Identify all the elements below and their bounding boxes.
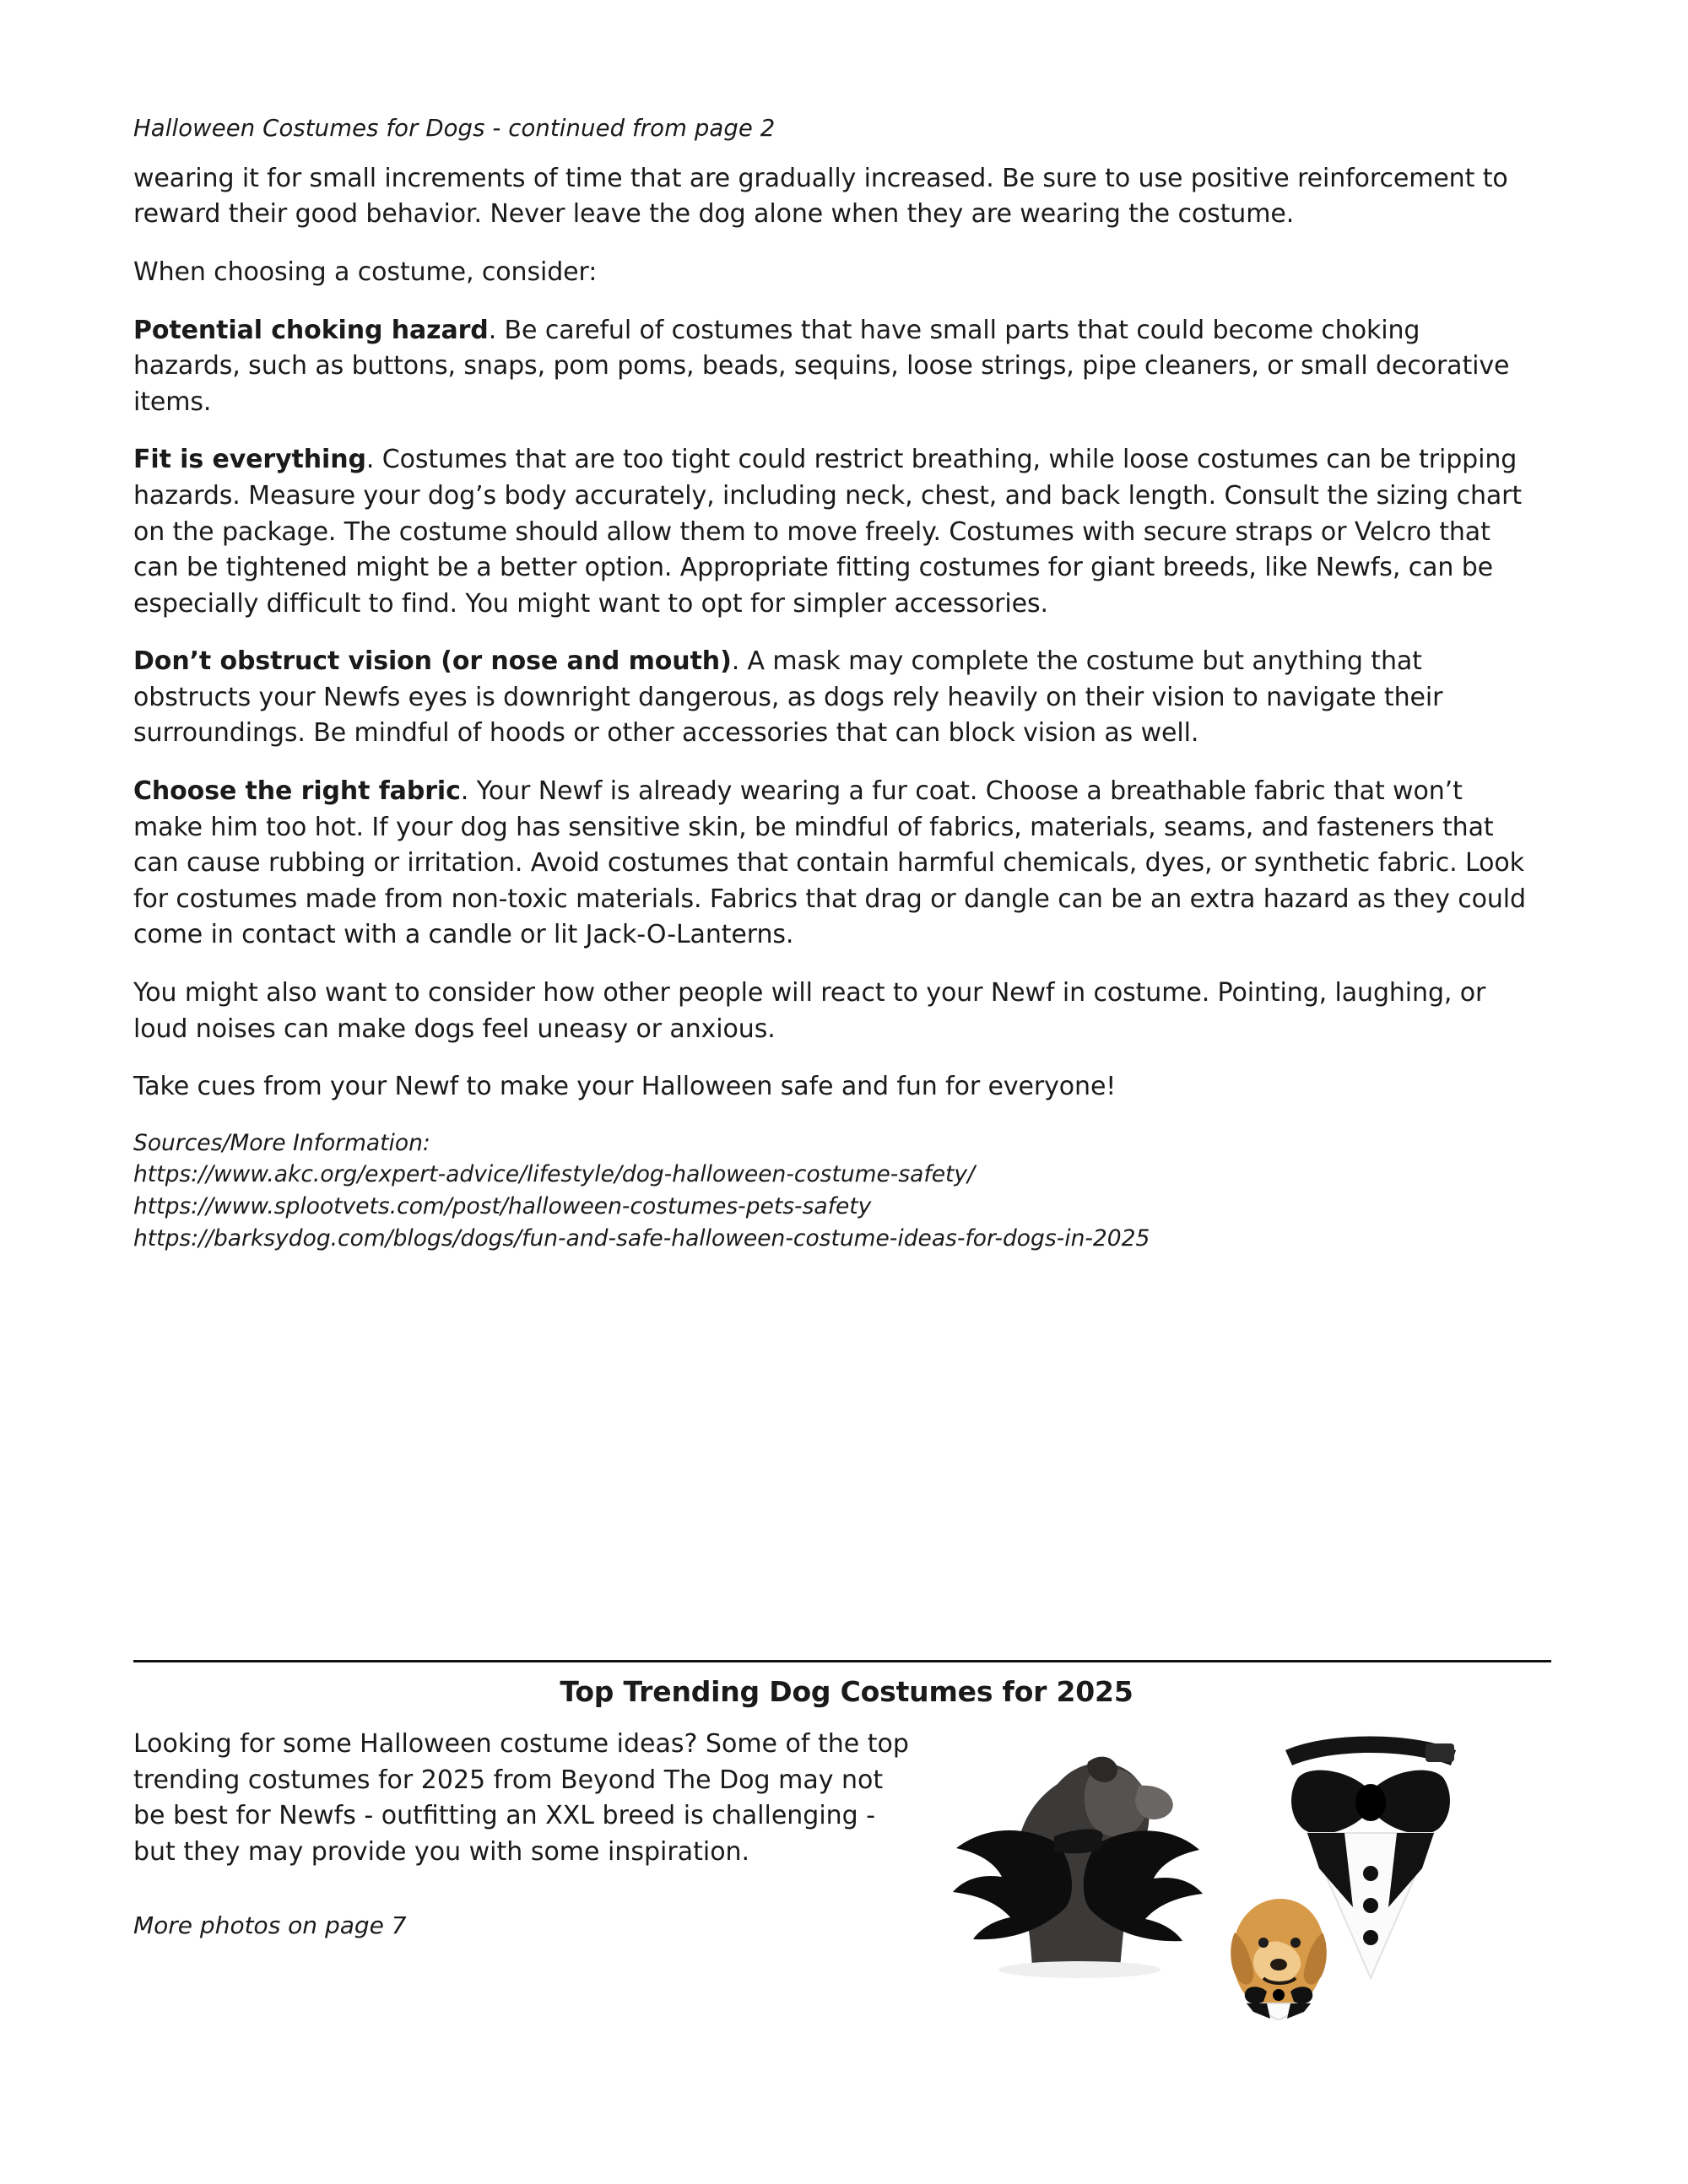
source-link-barksydog[interactable]: https://barksydog.com/blogs/dogs/fun-and-safe-halloween-costume-ideas-for-dogs-in-2025 bbox=[133, 1224, 1150, 1251]
tuxedo-bandana-dog-photo bbox=[1226, 1725, 1513, 2020]
sources-block bbox=[133, 1127, 1534, 1255]
bat-wings-dog-photo bbox=[931, 1725, 1218, 1978]
feature-section bbox=[133, 1675, 1560, 2014]
paragraph-reactions bbox=[133, 976, 1534, 1047]
paragraph-2 bbox=[133, 255, 1534, 291]
paragraph-vision bbox=[133, 644, 1534, 752]
paragraph-vision-text: . A mask may complete the costume but anything that obstructs your Newfs eyes is downright dangerous, as dogs rely heavily on their vision to navigate their surroundings. Be mindful of hoods or other accessories that can block vision as well. bbox=[133, 646, 1443, 749]
more-photos-note: More photos on page 7 bbox=[133, 1911, 407, 1940]
paragraph-closing bbox=[133, 1069, 1534, 1106]
paragraph-choking-hazard-lead: Potential choking hazard bbox=[133, 315, 489, 345]
paragraph-1-text: wearing it for small increments of time that are gradually increased. Be sure to use positive reinforcement to reward their good behavior. Never leave the dog alone when they are wearing the costume. bbox=[133, 163, 1508, 230]
paragraph-choking-hazard bbox=[133, 313, 1534, 421]
paragraph-fabric bbox=[133, 774, 1534, 954]
paragraph-1 bbox=[133, 161, 1534, 233]
paragraph-vision-lead: Don’t obstruct vision (or nose and mouth) bbox=[133, 646, 732, 677]
source-link-akc[interactable]: https://www.akc.org/expert-advice/lifestyle/dog-halloween-costume-safety/ bbox=[133, 1161, 976, 1188]
paragraph-fit-lead: Fit is everything bbox=[133, 445, 366, 475]
continued-from-header: Halloween Costumes for Dogs - continued from page 2 bbox=[133, 115, 776, 142]
section-divider bbox=[133, 1660, 1551, 1662]
feature-body bbox=[133, 1727, 1560, 2014]
article-body bbox=[133, 114, 1534, 1254]
paragraph-fabric-text: . Your Newf is already wearing a fur coat. Choose a breathable fabric that won’t make him too hot. If your dog has sensitive skin, be mindful of fabrics, materials, seams, and fasteners that can cause rubbing or irritation. Avoid costumes that contain harmful chemicals, dyes, or synthetic fabric. Look for costumes made from non-toxic materials. Fabrics that drag or dangle can be an extra hazard as they could come in contact with a candle or lit Jack-O-Lanterns. bbox=[133, 776, 1526, 950]
paragraph-reactions-text: You might also want to consider how other people will react to your Newf in costume. Pointing, laughing, or loud noises can make dogs feel uneasy or anxious. bbox=[133, 978, 1486, 1044]
paragraph-closing-text: Take cues from your Newf to make your Halloween safe and fun for everyone! bbox=[133, 1072, 1117, 1102]
paragraph-2-text: When choosing a costume, consider: bbox=[133, 257, 598, 287]
paragraph-fit-text: . Costumes that are too tight could restrict breathing, while loose costumes can be tripping hazards. Measure your dog’s body accurately, including neck, chest, and back length. Consult the sizing chart on the package. The costume should allow them to move freely. Costumes with secure straps or Velcro that can be tightened might be a better option. Appropriate fitting costumes for giant breeds, like Newfs, can be especially difficult to find. You might want to opt for simpler accessories. bbox=[133, 445, 1523, 619]
feature-photo-group bbox=[931, 1727, 1522, 2014]
paragraph-fabric-lead: Choose the right fabric bbox=[133, 776, 461, 807]
feature-text-column bbox=[133, 1727, 931, 1943]
paragraph-choking-hazard-text: . Be careful of costumes that have small parts that could become choking hazards, such as buttons, snaps, pom poms, beads, sequins, loose strings, pipe cleaners, or small decorative items. bbox=[133, 315, 1510, 417]
paragraph-fit bbox=[133, 442, 1534, 622]
sources-label: Sources/More Information: bbox=[133, 1129, 430, 1156]
feature-title: Top Trending Dog Costumes for 2025 bbox=[560, 1675, 1133, 1708]
feature-paragraph: Looking for some Halloween costume ideas? Some of the top trending costumes for 2025 from Beyond The Dog may not be best for Newfs - outfitting an XXL breed is challenging - but they may provide you with some inspiration. bbox=[133, 1729, 909, 1867]
source-link-splootvets[interactable]: https://www.splootvets.com/post/halloween-costumes-pets-safety bbox=[133, 1193, 872, 1220]
